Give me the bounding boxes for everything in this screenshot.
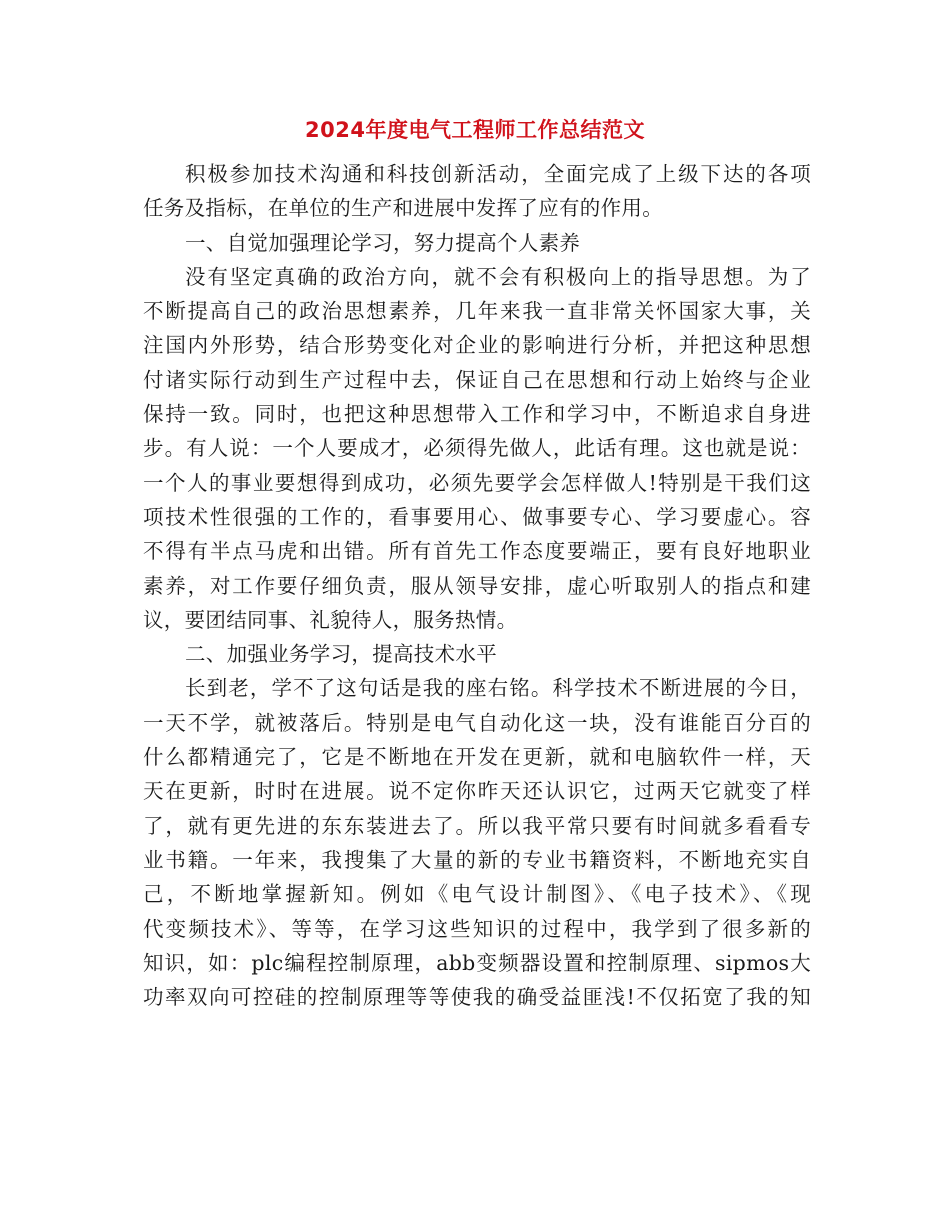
text-line: 一、自觉加强理论学习，努力提高个人素养 (185, 230, 581, 255)
text-line: 天在更新，时时在进展。说不定你昨天还认识它，过两天它就变了样 (143, 779, 811, 804)
text-line: 没有坚定真确的政治方向，就不会有积极向上的指导思想。为了 (185, 264, 811, 289)
text-line: 功率双向可控硅的控制原理等等使我的确受益匪浅!不仅拓宽了我的知 (143, 985, 811, 1010)
text-line: 知识，如：plc编程控制原理，abb变频器设置和控制原理、sipmos大 (143, 950, 811, 975)
text-line: 议，要团结同事、礼貌待人，服务热情。 (143, 607, 518, 632)
text-line: 二、加强业务学习，提高技术水平 (185, 642, 497, 667)
text-line: 什么都精通完了，它是不断地在开发在更新，就和电脑软件一样，天 (143, 745, 811, 770)
text-line: 代变频技术》、等等，在学习这些知识的过程中，我学到了很多新的 (143, 916, 811, 941)
text-line: 了，就有更先进的东东装进去了。所以我平常只要有时间就多看看专 (143, 813, 811, 838)
text-line: 己，不断地掌握新知。例如《电气设计制图》、《电子技术》、《现 (143, 882, 811, 907)
document-body (143, 157, 811, 1014)
text-line: 注国内外形势，结合形势变化对企业的影响进行分析，并把这种思想 (143, 333, 811, 358)
text-line: 步。有人说：一个人要成才，必须得先做人，此话有理。这也就是说： (143, 436, 811, 461)
text-line: 一天不学，就被落后。特别是电气自动化这一块，没有谁能百分百的 (143, 710, 811, 735)
text-line: 长到老，学不了这句话是我的座右铭。科学技术不断进展的今日， (185, 676, 811, 701)
text-line: 任务及指标，在单位的生产和进展中发挥了应有的作用。 (143, 196, 663, 221)
text-line: 不得有半点马虎和出错。所有首先工作态度要端正，要有良好地职业 (143, 539, 811, 564)
text-line: 项技术性很强的工作的，看事要用心、做事要专心、学习要虚心。容 (143, 504, 811, 529)
text-line: 一个人的事业要想得到成功，必须先要学会怎样做人!特别是干我们这 (143, 470, 811, 495)
text-line: 业书籍。一年来，我搜集了大量的新的专业书籍资料，不断地充实自 (143, 847, 811, 872)
text-line: 保持一致。同时，也把这种思想带入工作和学习中，不断追求自身进 (143, 402, 811, 427)
text-line: 积极参加技术沟通和科技创新活动，全面完成了上级下达的各项 (185, 162, 811, 186)
text-line: 素养，对工作要仔细负责，服从领导安排，虚心听取别人的指点和建 (143, 573, 811, 598)
document-title: 2024年度电气工程师工作总结范文 (305, 118, 645, 142)
text-line: 不断提高自己的政治思想素养，几年来我一直非常关怀国家大事，关 (143, 299, 811, 324)
text-line: 付诸实际行动到生产过程中去，保证自己在思想和行动上始终与企业 (143, 367, 811, 392)
